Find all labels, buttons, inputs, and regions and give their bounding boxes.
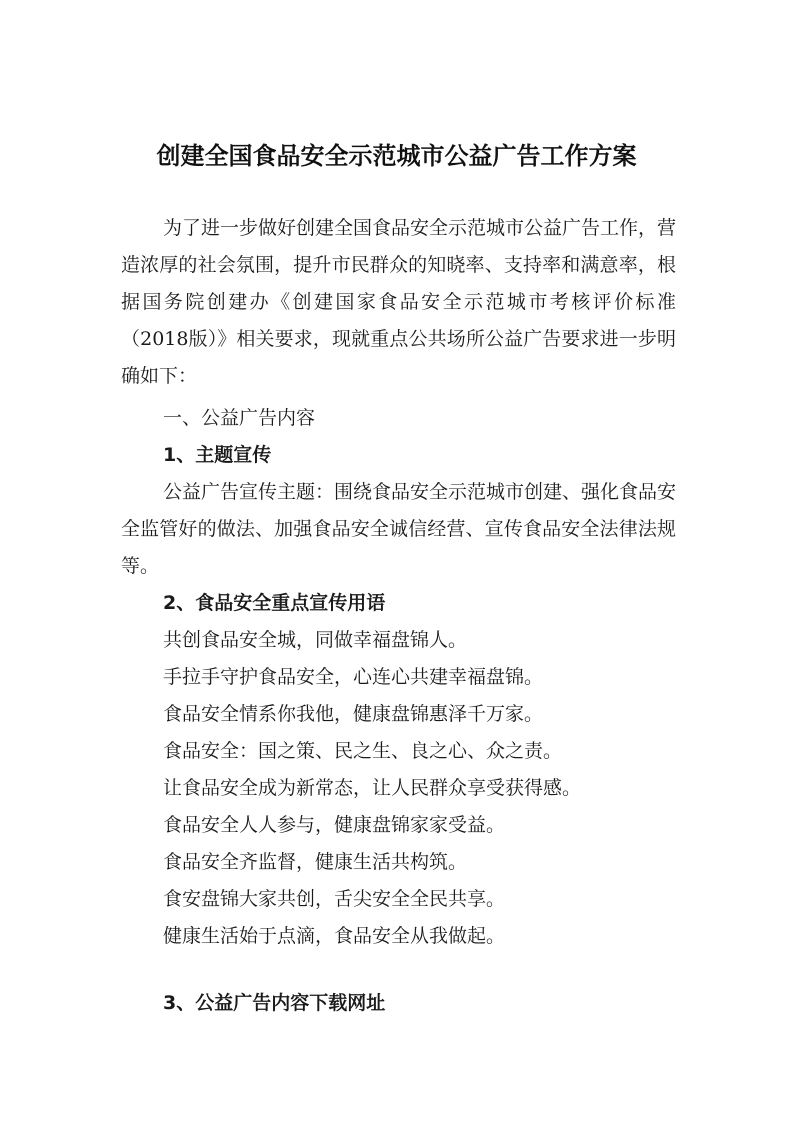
intro-paragraph: 为了进一步做好创建全国食品安全示范城市公益广告工作，营造浓厚的社会氛围，提升市民群众的知晓率、支持率和满意率，根据国务院创建办《创建国家食品安全示范城市考核评价标准（2018版）》相关要求，现就重点公共场所公益广告要求进一步明确如下：	[121, 217, 677, 387]
subheading-theme: 1、主题宣传	[163, 444, 272, 466]
subheading-slogans: 2、食品安全重点宣传用语	[163, 592, 386, 614]
slogan-line: 健康生活始于点滴，食品安全从我做起。	[163, 925, 506, 947]
slogan-line: 食安盘锦大家共创，舌尖安全全民共享。	[163, 888, 506, 910]
section-heading-content: 一、公益广告内容	[163, 407, 316, 429]
slogan-line: 食品安全：国之策、民之生、良之心、众之责。	[163, 740, 563, 762]
theme-paragraph: 公益广告宣传主题：围绕食品安全示范城市创建、强化食品安全监管好的做法、加强食品安全诚信经营、宣传食品安全法律法规等。	[121, 481, 677, 577]
slogan-line: 食品安全人人参与，健康盘锦家家受益。	[163, 814, 506, 836]
page-title: 创建全国食品安全示范城市公益广告工作方案	[156, 142, 637, 170]
slogan-line: 手拉手守护食品安全，心连心共建幸福盘锦。	[163, 666, 544, 688]
slogan-line: 让食品安全成为新常态，让人民群众享受获得感。	[163, 777, 582, 799]
subheading-download-url: 3、公益广告内容下载网址	[163, 992, 386, 1014]
slogan-line: 共创食品安全城，同做幸福盘锦人。	[163, 629, 468, 651]
slogan-line: 食品安全齐监督，健康生活共构筑。	[163, 851, 468, 873]
slogan-line: 食品安全情系你我他，健康盘锦惠泽千万家。	[163, 703, 544, 725]
